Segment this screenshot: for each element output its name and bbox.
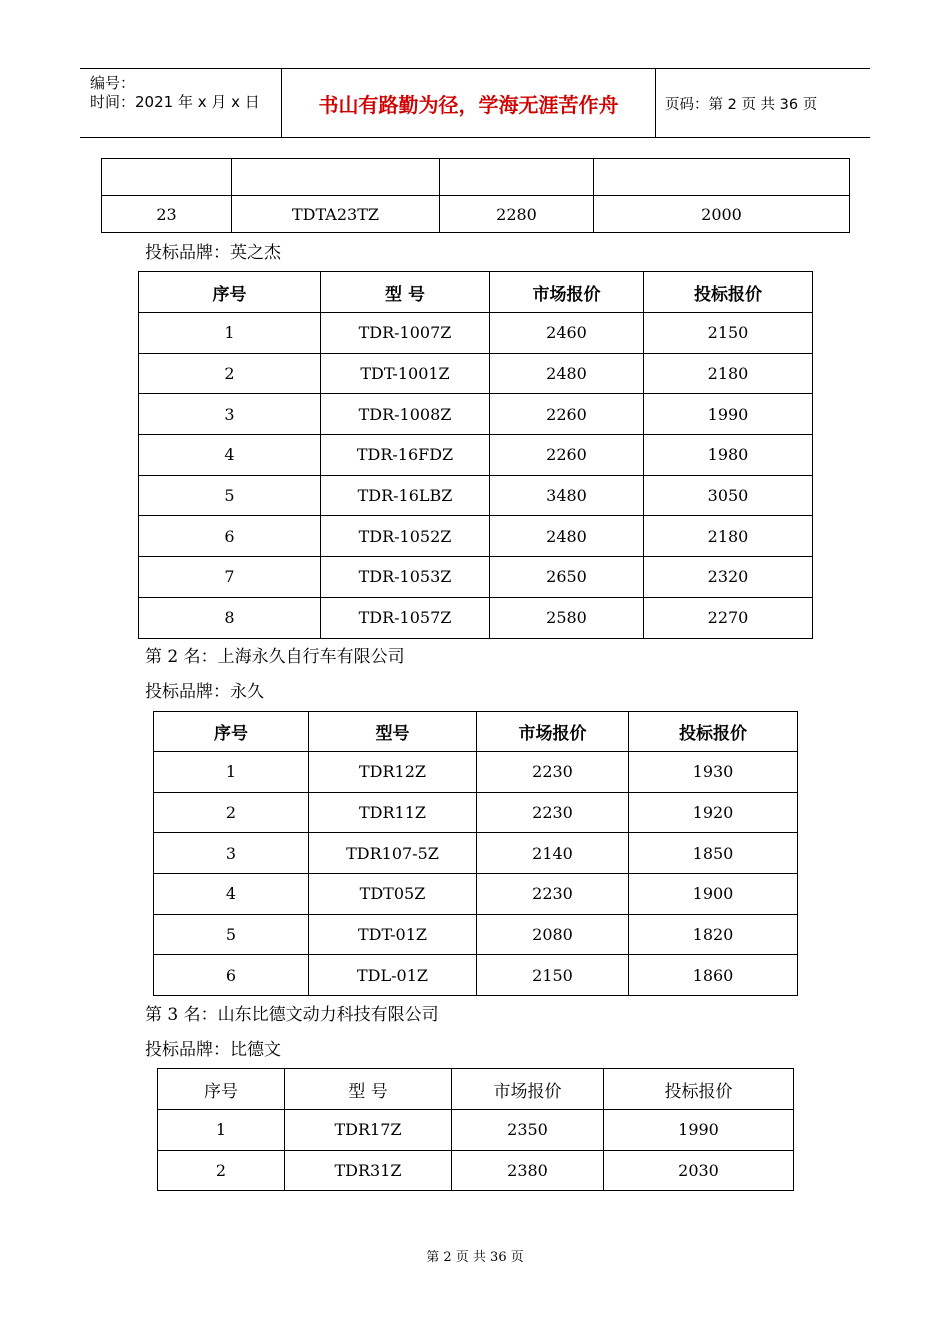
table-cell: 4 bbox=[154, 874, 309, 915]
table-cell: TDR-16FDZ bbox=[321, 435, 490, 476]
table-cell: TDT-1001Z bbox=[321, 353, 490, 394]
rank-3-label: 第 3 名：山东比德文动力科技有限公司 bbox=[145, 1005, 439, 1025]
table-header bbox=[154, 712, 798, 752]
table-row bbox=[154, 833, 798, 874]
table-cell: 2230 bbox=[477, 752, 629, 793]
table-cell: TDR17Z bbox=[285, 1110, 452, 1151]
table-cell: 3050 bbox=[644, 475, 813, 516]
table-cell: TDR-1053Z bbox=[321, 557, 490, 598]
column-header: 序号 bbox=[154, 712, 309, 752]
table-cell: 1980 bbox=[644, 435, 813, 476]
table-header bbox=[158, 1069, 794, 1110]
table-cell: 2260 bbox=[490, 394, 644, 435]
table-row bbox=[154, 955, 798, 996]
table-row bbox=[139, 313, 813, 354]
table-row bbox=[154, 792, 798, 833]
table-cell: 2180 bbox=[644, 516, 813, 557]
number-label: 编号： bbox=[90, 74, 136, 92]
table-cell: TDR31Z bbox=[285, 1150, 452, 1191]
table-cell: 1990 bbox=[604, 1110, 794, 1151]
table-cell: 4 bbox=[139, 435, 321, 476]
table-row bbox=[158, 1150, 794, 1191]
table-cell: 2230 bbox=[477, 874, 629, 915]
table-cell: 1 bbox=[158, 1110, 285, 1151]
table-cell: 23 bbox=[102, 196, 232, 233]
table-cell: 2 bbox=[154, 792, 309, 833]
column-header: 市场报价 bbox=[490, 272, 644, 313]
table-cell: 2580 bbox=[490, 597, 644, 638]
table-cell: TDL-01Z bbox=[309, 955, 477, 996]
table-row bbox=[139, 557, 813, 598]
table-cell: TDR107-5Z bbox=[309, 833, 477, 874]
table-cell: 2 bbox=[158, 1150, 285, 1191]
table-cell: 2 bbox=[139, 353, 321, 394]
table-cell: 2260 bbox=[490, 435, 644, 476]
bid-table-yongjiu bbox=[153, 711, 798, 996]
table-body bbox=[158, 1110, 794, 1191]
table-body bbox=[102, 159, 850, 233]
table-cell: 2650 bbox=[490, 557, 644, 598]
column-header: 市场报价 bbox=[477, 712, 629, 752]
header-row bbox=[154, 712, 798, 752]
table-row bbox=[139, 394, 813, 435]
table-cell: TDR-16LBZ bbox=[321, 475, 490, 516]
table-cell: TDR-1052Z bbox=[321, 516, 490, 557]
header-row bbox=[139, 272, 813, 313]
table-cell: 3480 bbox=[490, 475, 644, 516]
table-cell: 1 bbox=[154, 752, 309, 793]
table-cell: 2150 bbox=[477, 955, 629, 996]
table-cell: 2230 bbox=[477, 792, 629, 833]
table-header bbox=[139, 272, 813, 313]
column-header: 市场报价 bbox=[452, 1069, 604, 1110]
table-row bbox=[139, 597, 813, 638]
table-row bbox=[139, 516, 813, 557]
table-body bbox=[154, 752, 798, 996]
table-cell: 1920 bbox=[629, 792, 798, 833]
column-header: 型 号 bbox=[321, 272, 490, 313]
page-header bbox=[80, 68, 870, 138]
table-row bbox=[154, 752, 798, 793]
table-cell: 7 bbox=[139, 557, 321, 598]
table-cell: TDT05Z bbox=[309, 874, 477, 915]
table-cell: 1860 bbox=[629, 955, 798, 996]
table-cell: 2480 bbox=[490, 516, 644, 557]
table-cell: 2320 bbox=[644, 557, 813, 598]
table-cell: 2180 bbox=[644, 353, 813, 394]
table-cell: 2280 bbox=[440, 196, 594, 233]
table-cell: 1820 bbox=[629, 914, 798, 955]
header-page-info bbox=[655, 69, 870, 137]
table-cell: 1930 bbox=[629, 752, 798, 793]
table-cell: 1 bbox=[139, 313, 321, 354]
table-body bbox=[139, 313, 813, 639]
table-cell: 2140 bbox=[477, 833, 629, 874]
continued-table bbox=[101, 158, 850, 233]
table-cell: 6 bbox=[139, 516, 321, 557]
table-cell: TDTA23TZ bbox=[232, 196, 440, 233]
table-cell: 3 bbox=[139, 394, 321, 435]
column-header: 序号 bbox=[158, 1069, 285, 1110]
table-cell: 2480 bbox=[490, 353, 644, 394]
table-cell: 2150 bbox=[644, 313, 813, 354]
table-row bbox=[139, 475, 813, 516]
bid-table-yingzhijie bbox=[138, 271, 813, 639]
column-header: 序号 bbox=[139, 272, 321, 313]
table-cell bbox=[232, 159, 440, 196]
table-cell: TDR12Z bbox=[309, 752, 477, 793]
page-info-text: 页码：第 2 页 共 36 页 bbox=[665, 96, 818, 113]
header-row bbox=[158, 1069, 794, 1110]
table-cell: 5 bbox=[139, 475, 321, 516]
table-cell bbox=[440, 159, 594, 196]
header-motto: 书山有路勤为径，学海无涯苦作舟 bbox=[281, 69, 656, 137]
column-header: 型 号 bbox=[285, 1069, 452, 1110]
table-row bbox=[102, 196, 850, 233]
table-cell bbox=[102, 159, 232, 196]
table-cell: TDT-01Z bbox=[309, 914, 477, 955]
table-cell: TDR-1007Z bbox=[321, 313, 490, 354]
table-row bbox=[154, 874, 798, 915]
table-cell: 1850 bbox=[629, 833, 798, 874]
column-header: 投标报价 bbox=[644, 272, 813, 313]
table-cell: 8 bbox=[139, 597, 321, 638]
brand-3-label: 投标品牌：比德文 bbox=[145, 1040, 281, 1060]
table-row bbox=[154, 914, 798, 955]
bid-table-bidewen bbox=[157, 1068, 794, 1191]
table-cell: 2000 bbox=[594, 196, 850, 233]
rank-2-label: 第 2 名：上海永久自行车有限公司 bbox=[145, 647, 405, 667]
table-cell: 1900 bbox=[629, 874, 798, 915]
brand-2-label: 投标品牌：永久 bbox=[145, 682, 264, 702]
table-cell: TDR-1057Z bbox=[321, 597, 490, 638]
table-cell: 2380 bbox=[452, 1150, 604, 1191]
table-cell: 5 bbox=[154, 914, 309, 955]
table-cell: 2030 bbox=[604, 1150, 794, 1191]
time-label: 时间：2021 年 x 月 x 日 bbox=[90, 93, 260, 111]
table-cell: 3 bbox=[154, 833, 309, 874]
table-cell bbox=[594, 159, 850, 196]
table-row bbox=[102, 159, 850, 196]
table-cell: 6 bbox=[154, 955, 309, 996]
column-header: 型号 bbox=[309, 712, 477, 752]
table-cell: 2080 bbox=[477, 914, 629, 955]
column-header: 投标报价 bbox=[604, 1069, 794, 1110]
table-row bbox=[158, 1110, 794, 1151]
brand-1-label: 投标品牌：英之杰 bbox=[145, 243, 281, 263]
table-cell: 1990 bbox=[644, 394, 813, 435]
table-cell: TDR-1008Z bbox=[321, 394, 490, 435]
table-cell: 2350 bbox=[452, 1110, 604, 1151]
table-row bbox=[139, 435, 813, 476]
table-cell: TDR11Z bbox=[309, 792, 477, 833]
table-cell: 2270 bbox=[644, 597, 813, 638]
page-footer: 第 2 页 共 36 页 bbox=[426, 1250, 524, 1265]
table-row bbox=[139, 353, 813, 394]
header-info-cell bbox=[80, 69, 280, 137]
table-cell: 2460 bbox=[490, 313, 644, 354]
column-header: 投标报价 bbox=[629, 712, 798, 752]
